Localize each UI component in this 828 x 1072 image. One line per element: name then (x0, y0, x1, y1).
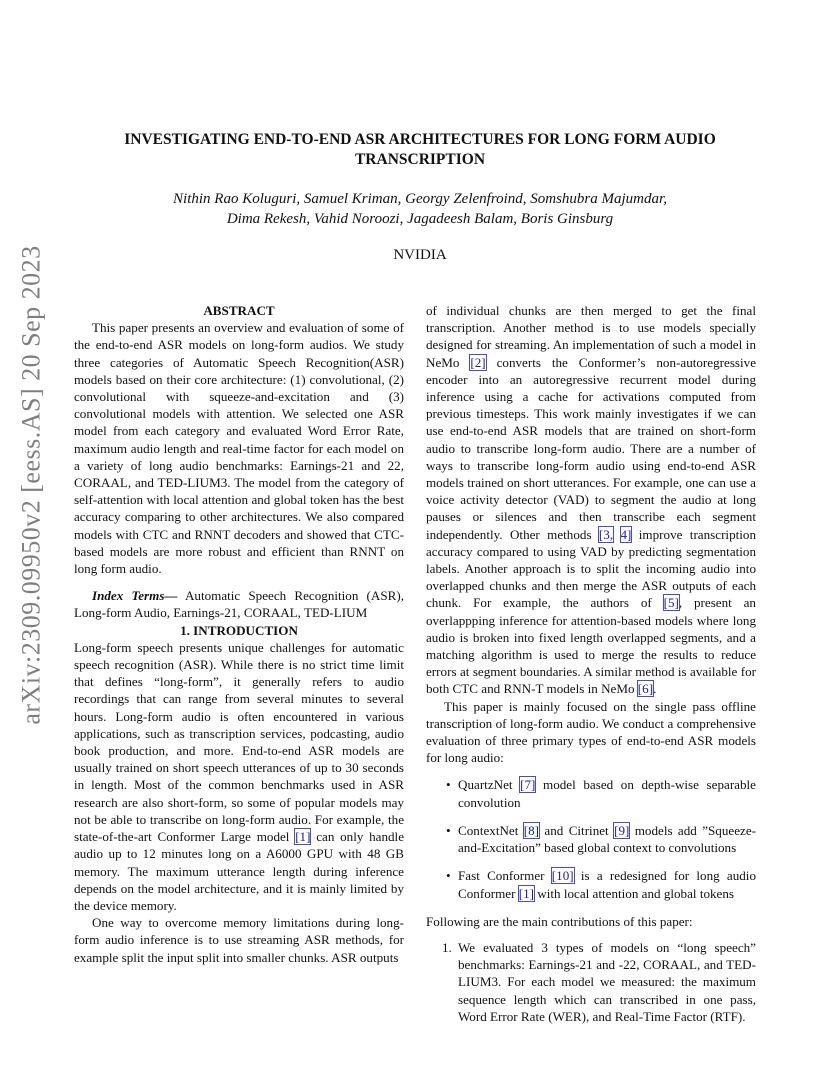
arxiv-identifier-stamp (2, 245, 62, 725)
citation-link[interactable]: [1] (518, 885, 535, 901)
intro-paragraph-4: This paper is mainly focused on the single pass offline transcription of long-form audio. We conduct a comprehensive evaluation of three primary types of end-to-end ASR models for long audio: (426, 698, 756, 766)
citation-link[interactable]: [7] (520, 777, 536, 793)
arxiv-stamp-text: arXiv:2309.09950v2 [eess.AS] 20 Sep 2023 (17, 245, 47, 725)
list-item-text: Fast Conformer (458, 868, 552, 884)
bullet-icon: • (446, 868, 451, 884)
intro-p3-text-d: , present an overlappping inference for attention-based models where long audio is broken into fixed length overlapped segments, and a matching algorithm is used to merge the results to reduce errors at segment boundaries. A similar method is available for both CTC and RNN-T models in NeMo (426, 595, 756, 697)
list-item-text: and Citrinet (539, 822, 615, 838)
list-item-text: model based on depth-wise separable convolution (458, 777, 756, 810)
abstract-heading: ABSTRACT (203, 303, 275, 318)
index-terms-label: Index Terms— (92, 588, 178, 604)
intro-p3-text-e: . (653, 681, 657, 697)
citation-link[interactable]: [1] (295, 829, 311, 845)
index-terms (74, 587, 404, 621)
list-number: 1. (442, 939, 452, 955)
intro-p1-text-b: can only handle audio up to 12 minutes long on a A6000 GPU with 48 GB memory. The maximum utterance length during inference depends on the model architecture, and it is mainly limited by the device memory. (74, 829, 405, 913)
abstract-text: This paper presents an overview and evaluation of some of the end-to-end ASR models on long-form audios. We study three categories of Automatic Speech Recognition(ASR) models based on their core architecture: (1) convolutional, (2) convolutional with squeeze-and-excitation and (3) convolutional models with attention. We selected one ASR model from each category and evaluated Word Error Rate, maximum audio length and real-time factor for each model on a variety of long audio benchmarks: Earnings-21 and 22, CORAAL, and TED-LIUM3. The model from the category of self-attention with local attention and global token has the best accuracy comparing to other architectures. We also compared models with CTC and RNNT decoders and showed that CTC-based models are more robust and efficient than RNNT on long form audio. (74, 320, 404, 577)
citation-link[interactable]: [2] (470, 354, 486, 370)
intro-p3-text-a: of individual chunks are then merged to get the final transcription. Another method is to use models specially designed for streaming. An implementation of such a model in NeMo (426, 303, 756, 370)
bullet-icon: • (446, 822, 451, 838)
list-item (426, 939, 756, 1025)
intro-paragraph-3 (426, 302, 756, 698)
citation-link[interactable]: 4] (620, 526, 632, 542)
left-column (74, 302, 404, 966)
list-item-text: is a redesigned for long audio Conformer (458, 868, 756, 901)
citation-link[interactable]: [6] (637, 681, 654, 697)
citation-link[interactable]: [9] (614, 822, 630, 838)
intro-p1-text-a: Long-form speech presents unique challenges for automatic speech recognition (ASR). While there is no strict time limit that defines “long-form”, it generally refers to audio recordings that can range from several minutes to several hours. Long-form audio is often encountered in various applications, such as transcription services, podcasting, audio book production, and more. End-to-end ASR models are usually trained on short speech utterances of up to 30 seconds in length. Most of the common benchmarks used in ASR research are also short-form, so some of popular models may not be able to transcribe on long-form audio. For example, the state-of-the-art Conformer Large model (74, 639, 404, 845)
list-item-text: models add ”Squeeze-and-Excitation” based global context to convolutions (458, 822, 757, 856)
introduction-heading: 1. INTRODUCTION (180, 622, 298, 638)
list-item (426, 822, 756, 856)
list-item (426, 867, 756, 901)
bullet-icon: • (446, 777, 451, 793)
list-item-text: QuartzNet (458, 777, 521, 793)
right-column (426, 302, 756, 1025)
citation-link[interactable]: [5] (663, 595, 679, 611)
citation-link[interactable]: [3, (598, 526, 614, 542)
list-item-text: with local attention and global tokens (534, 885, 735, 901)
index-terms-text: Automatic Speech Recognition (ASR), Long-form Audio, Earnings-21, CORAAL, TED-LIUM (74, 588, 404, 621)
authors-line-2: Dima Rekesh, Vahid Noroozi, Jagadeesh Balam, Boris Ginsburg (226, 211, 614, 227)
citation-link[interactable]: [10] (551, 868, 574, 884)
intro-paragraph-1 (74, 639, 404, 914)
authors-line-1: Nithin Rao Koluguri, Samuel Kriman, Georgy Zelenfroind, Somshubra Majumdar, (173, 191, 667, 207)
intro-paragraph-2: One way to overcome memory limitations during long-form audio inference is to use streaming ASR methods, for example split the input split into smaller chunks. ASR outputs (74, 915, 404, 965)
affiliation: NVIDIA (393, 247, 447, 263)
citation-link[interactable]: [8] (523, 822, 540, 838)
contributions-list (426, 939, 756, 1025)
list-item (426, 776, 756, 810)
list-item-text: We evaluated 3 types of models on “long speech” benchmarks: Earnings-21 and -22, CORAAL, and TED-LIUM3. For each model we measured: the maximum sequence length which can transcribed in one pass, Word Error Rate (WER), and Real-Time Factor (RTF). (458, 939, 756, 1024)
contributions-intro: Following are the main contributions of this paper: (426, 913, 693, 929)
list-item-text: ContextNet (458, 822, 524, 838)
intro-p3-text-c: improve transcription accuracy compared to using VAD by predicting segmentation labels. Another approach is to split the incoming audio into overlapped chunks and then merge the ASR outputs of each chunk. For example, the authors of (426, 526, 756, 611)
paper-title: INVESTIGATING END-TO-END ASR ARCHITECTURES FOR LONG FORM AUDIO TRANSCRIPTION (124, 131, 716, 168)
model-types-list (426, 776, 756, 901)
author-list (100, 189, 740, 229)
intro-p3-text-b: converts the Conformer’s non-autoregressive encoder into an autoregressive recurrent model during inference using a cache for activations computed from previous timesteps. This work mainly investigates if we can use end-to-end ASR models that are trained on short-form audio to transcribe long-form audio. There are a number of ways to transcribe long-form audio using end-to-end ASR models trained on short utterances. For example, one can use a voice activity detector (VAD) to segment the audio at long pauses or silences and then transcribe each segment independently. Other methods (426, 354, 757, 542)
